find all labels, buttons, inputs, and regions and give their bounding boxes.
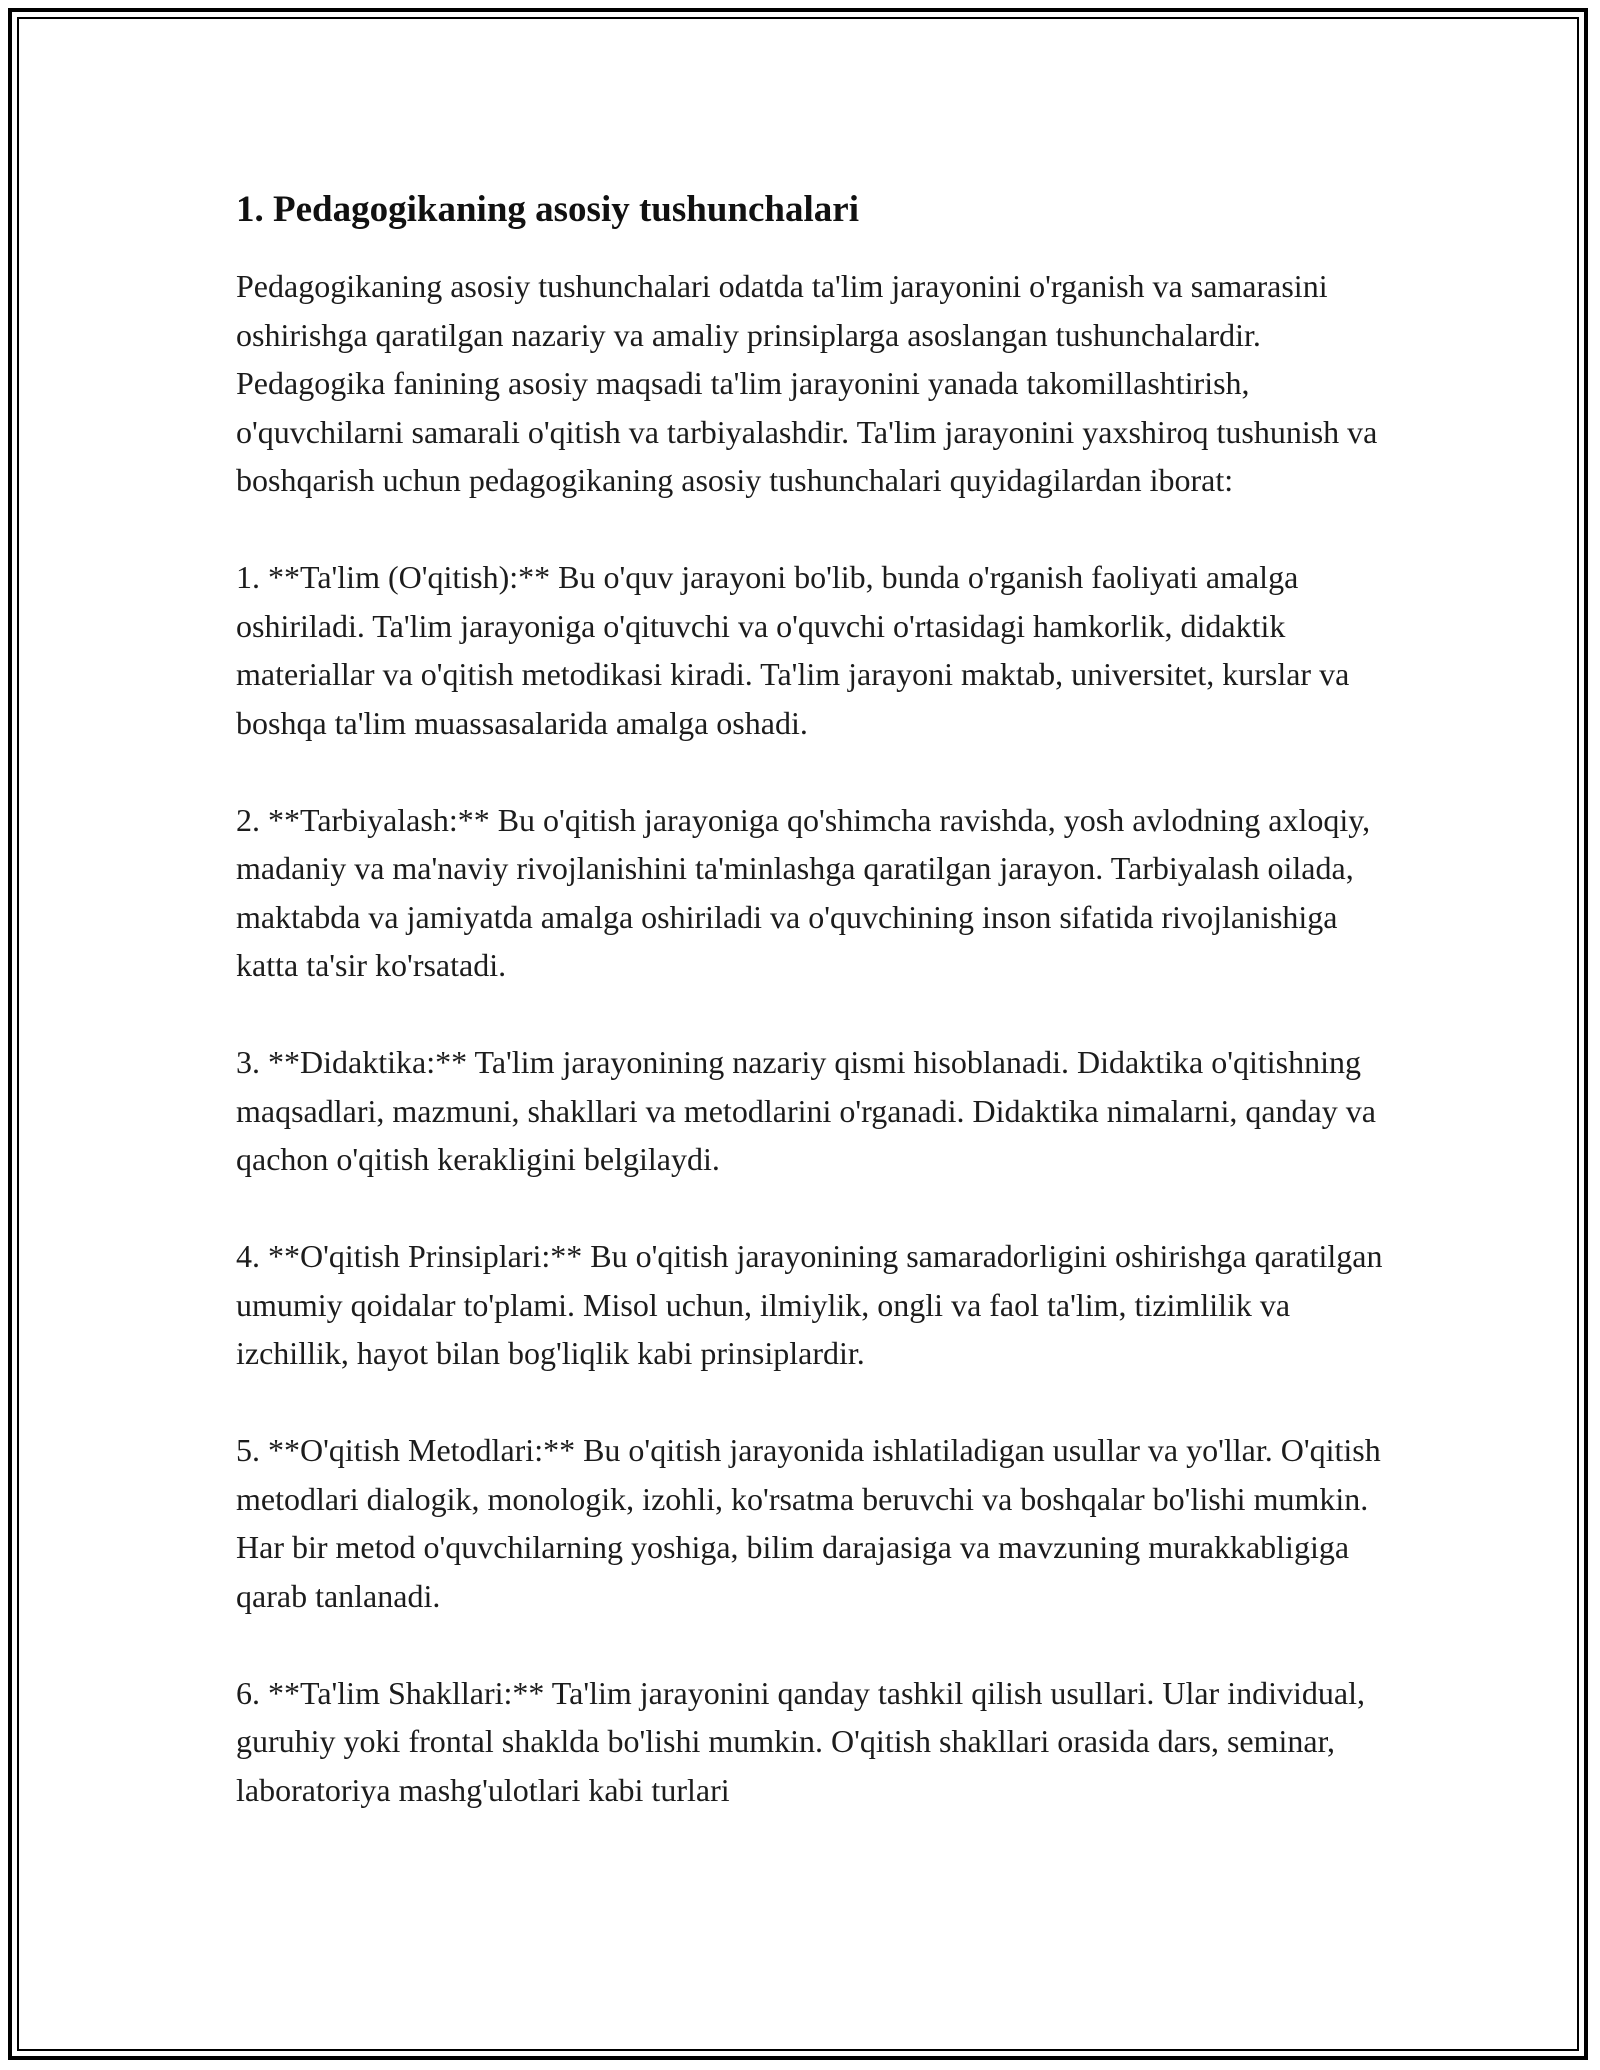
list-item-oqitish-prinsiplari: 4. **O'qitish Prinsiplari:** Bu o'qitish jarayonining samaradorligini oshirishga qaratilgan umumiy qoidalar to'plami. Misol uchun, ilmiylik, ongli va faol ta'lim, tizimlilik va izchillik, hayot bilan bog'liqlik kabi prinsiplardir. bbox=[236, 1238, 1383, 1372]
list-item-talim-shakllari: 6. **Ta'lim Shakllari:** Ta'lim jarayonini qanday tashkil qilish usullari. Ular individual, guruhiy yoki frontal shaklda bo'lishi mumkin. O'qitish shakllari orasida dars, seminar, laboratoriya mashg'ulotlari kabi turlari bbox=[236, 1674, 1365, 1808]
intro-paragraph: Pedagogikaning asosiy tushunchalari odatda ta'lim jarayonini o'rganish va samarasini oshirishga qaratilgan nazariy va amaliy prinsiplarga asoslangan tushunchalardir. Pedagogika fanining asosiy maqsadi ta'lim jarayonini yanada takomillashtirish, o'quvchilarni samarali o'qitish va tarbiyalashdir. Ta'lim jarayonini yaxshiroq tushunish va boshqarish uchun pedagogikaning asosiy tushunchalari quyidagilardan iborat: bbox=[236, 268, 1378, 499]
document-body bbox=[236, 188, 1386, 1863]
list-item-oqitish-metodlari: 5. **O'qitish Metodlari:** Bu o'qitish jarayonida ishlatiladigan usullar va yo'llar. O'qitish metodlari dialogik, monologik, izohli, ko'rsatma beruvchi va boshqalar bo'lishi mumkin. Har bir metod o'quvchilarning yoshiga, bilim darajasiga va mavzuning murakkabligiga qarab tanlanadi. bbox=[236, 1432, 1381, 1614]
section-heading: 1. Pedagogikaning asosiy tushunchalari bbox=[236, 189, 859, 230]
list-item-tarbiyalash: 2. **Tarbiyalash:** Bu o'qitish jarayoniga qo'shimcha ravishda, yosh avlodning axloqiy, madaniy va ma'naviy rivojlanishini ta'minlashga qaratilgan jarayon. Tarbiyalash oilada, maktabda va jamiyatda amalga oshiriladi va o'quvchining inson sifatida rivojlanishiga katta ta'sir ko'rsatadi. bbox=[236, 801, 1371, 984]
list-item-didaktika: 3. **Didaktika:** Ta'lim jarayonining nazariy qismi hisoblanadi. Didaktika o'qitishning maqsadlari, mazmuni, shakllari va metodlarini o'rganadi. Didaktika nimalarni, qanday va qachon o'qitish kerakligini belgilaydi. bbox=[236, 1044, 1376, 1178]
list-item-talim: 1. **Ta'lim (O'qitish):** Bu o'quv jarayoni bo'lib, bunda o'rganish faoliyati amalga oshiriladi. Ta'lim jarayoniga o'qituvchi va o'quvchi o'rtasidagi hamkorlik, didaktik materiallar va o'qitish metodikasi kiradi. Ta'lim jarayoni maktab, universitet, kurslar va boshqa ta'lim muassasalarida amalga oshadi. bbox=[236, 559, 1350, 741]
